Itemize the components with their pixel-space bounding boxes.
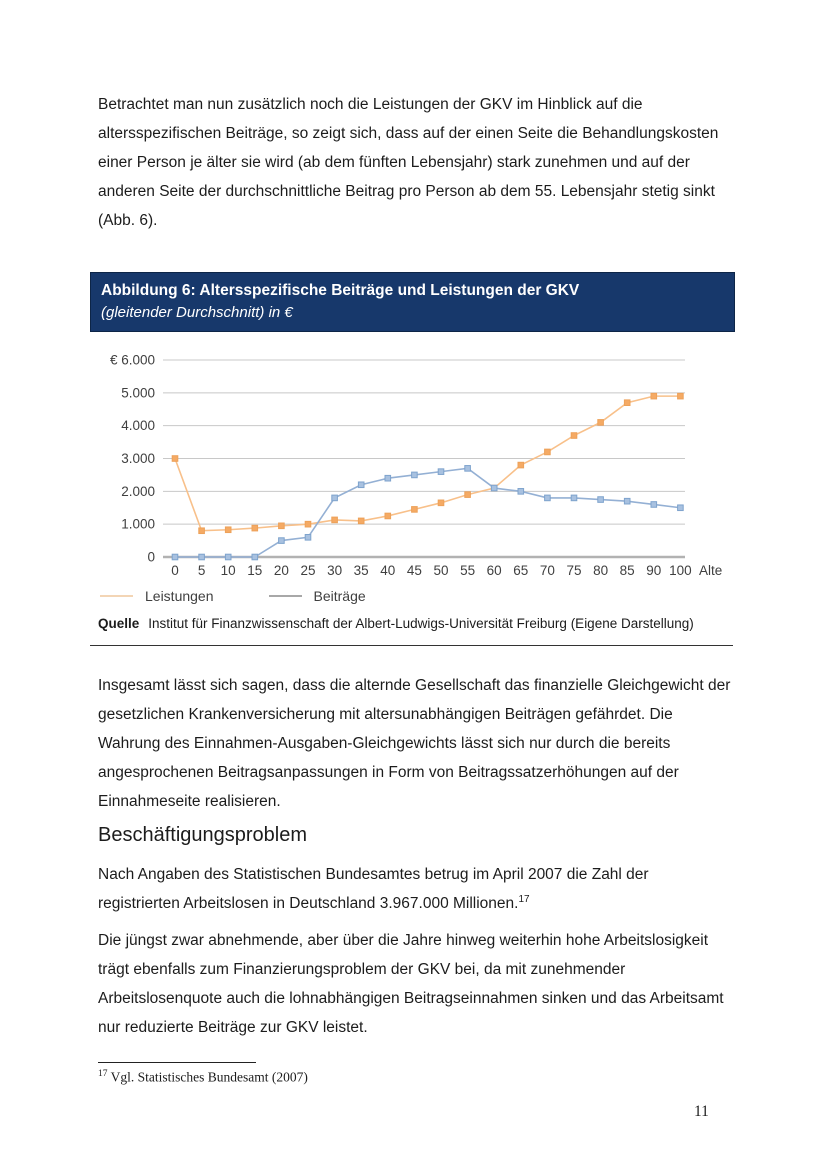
figure-chart: [85, 342, 745, 587]
svg-text:45: 45: [406, 563, 422, 578]
svg-text:0: 0: [171, 563, 179, 578]
paragraph-unemployment-stat: [98, 860, 734, 918]
svg-text:5: 5: [197, 563, 206, 578]
svg-text:25: 25: [300, 563, 316, 578]
svg-text:Alte: Alte: [699, 563, 723, 578]
svg-text:50: 50: [433, 563, 449, 578]
svg-text:70: 70: [539, 563, 555, 578]
section-heading: Beschäftigungsproblem: [98, 824, 308, 846]
svg-text:€ 6.000: € 6.000: [109, 352, 155, 368]
svg-text:30: 30: [327, 563, 343, 578]
paragraph-unemployment-effect: Die jüngst zwar abnehmende, aber über die Jahre hinweg weiterhin hohe Arbeitslosigkeit trägt ebenfalls zum Finanzierungsproblem der GKV bei, da mit zunehmender Arbeitslosenquote auch die lohnabhängigen Beitragseinnahmen sinken und das Arbeitsamt nur reduzierte Beiträge zur GKV leistet.: [98, 932, 724, 1036]
figure-source: [98, 615, 738, 633]
figure-title: Abbildung 6: Altersspezifische Beiträge und Leistungen der GKV: [101, 282, 580, 299]
svg-text:3.000: 3.000: [121, 451, 155, 467]
svg-text:35: 35: [353, 563, 369, 578]
svg-text:10: 10: [220, 563, 236, 578]
footnote-number: 17: [98, 1069, 108, 1079]
paragraph-summary: Insgesamt lässt sich sagen, dass die alternde Gesellschaft das finanzielle Gleichgewicht der gesetzlichen Krankenversicherung mit altersunabhängigen Beiträgen gefährdet. Die Wahrung des Einnahmen-Ausgaben-Gleichgewichts lässt sich nur durch die bereits angesprochenen Beitragsanpassungen in Form von Beitragssatzerhöhungen auf der Einnahmeseite realisieren.: [98, 677, 731, 810]
svg-text:100: 100: [669, 563, 692, 578]
figure-title-bar: [90, 272, 735, 332]
svg-text:20: 20: [273, 563, 289, 578]
legend-label-beitraege: Beiträge: [313, 588, 366, 604]
footnote-text: Vgl. Statistisches Bundesamt (2007): [110, 1069, 308, 1085]
page-number: 11: [694, 1103, 709, 1120]
svg-text:15: 15: [247, 563, 263, 578]
footnote: [98, 1069, 598, 1086]
chart-svg: [85, 342, 745, 587]
svg-text:90: 90: [646, 563, 662, 578]
figure-source-label: Quelle: [98, 616, 140, 631]
chart-legend: [100, 588, 421, 604]
svg-text:80: 80: [593, 563, 609, 578]
paragraph-intro: Betrachtet man nun zusätzlich noch die Leistungen der GKV im Hinblick auf die altersspezifischen Beiträge, so zeigt sich, dass auf der einen Seite die Behandlungskosten einer Person je älter sie wird (ab dem fünften Lebensjahr) stark zunehmen und auf der anderen Seite der durchschnittliche Beitrag pro Person ab dem 55. Lebensjahr stetig sinkt (Abb. 6).: [98, 96, 719, 229]
svg-text:40: 40: [380, 563, 396, 578]
legend-line-beitraege: [269, 595, 302, 597]
svg-text:2.000: 2.000: [121, 483, 155, 499]
svg-text:1.000: 1.000: [121, 516, 155, 532]
figure-bottom-rule: [90, 645, 733, 646]
figure-source-text: Institut für Finanzwissenschaft der Albert-Ludwigs-Universität Freiburg (Eigene Darstellung): [148, 616, 694, 631]
footnote-reference: 17: [518, 893, 530, 905]
legend-label-leistungen: Leistungen: [145, 588, 214, 604]
footnote-separator: [98, 1062, 256, 1063]
svg-text:5.000: 5.000: [121, 385, 155, 401]
svg-text:55: 55: [460, 563, 476, 578]
svg-text:65: 65: [513, 563, 529, 578]
svg-text:75: 75: [566, 563, 582, 578]
figure-subtitle: (gleitender Durchschnitt) in €: [101, 304, 293, 321]
svg-text:85: 85: [619, 563, 635, 578]
paragraph-unemployment-text: Nach Angaben des Statistischen Bundesamtes betrug im April 2007 die Zahl der registrierten Arbeitslosen in Deutschland 3.967.000 Millionen.: [98, 866, 649, 912]
svg-text:0: 0: [147, 549, 155, 565]
svg-text:4.000: 4.000: [121, 418, 155, 434]
legend-line-leistungen: [100, 595, 133, 597]
svg-text:60: 60: [486, 563, 502, 578]
